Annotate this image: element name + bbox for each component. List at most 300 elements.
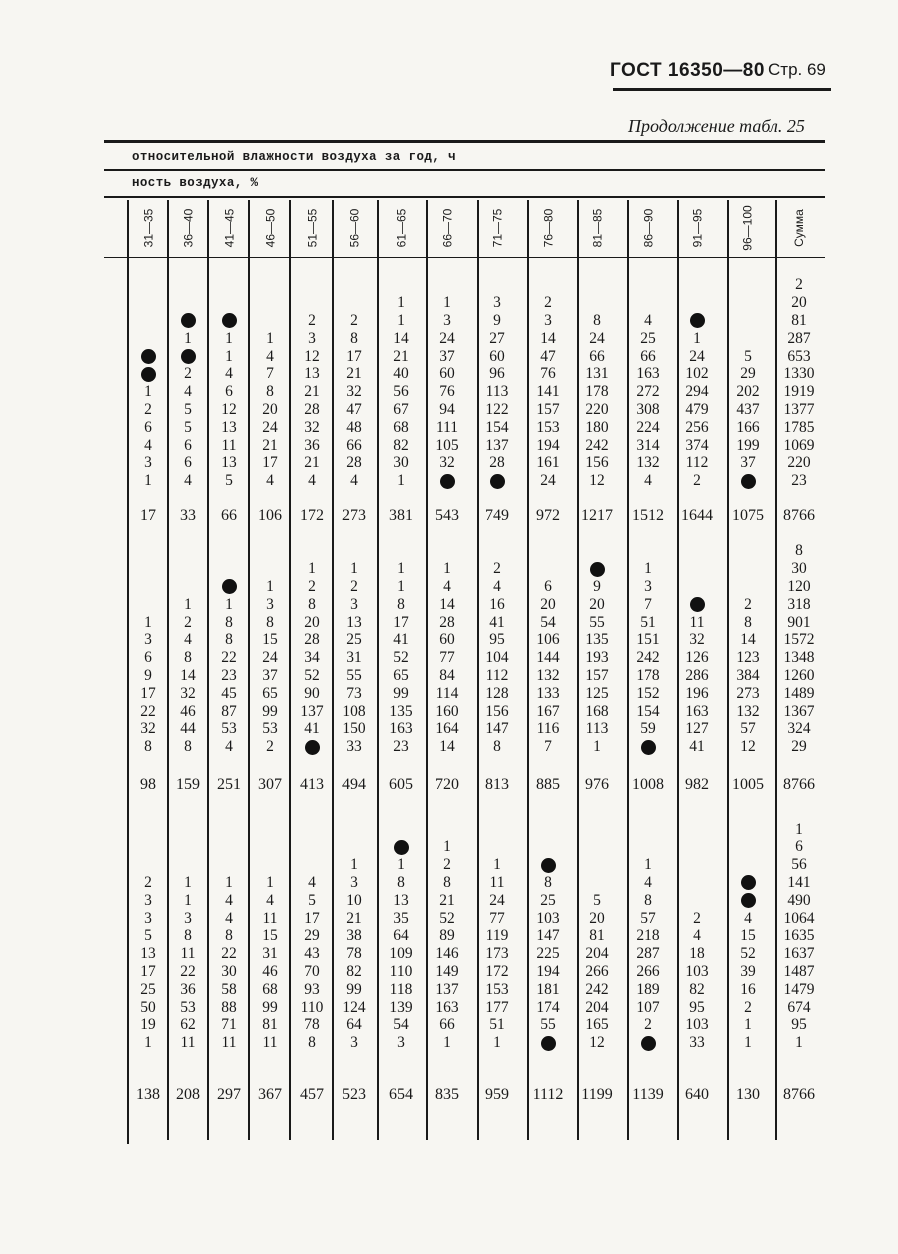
cell-value: 13 xyxy=(346,613,362,631)
cell-value: 22 xyxy=(140,702,156,720)
cell-value: 1 xyxy=(266,874,274,891)
cell-value: 81 xyxy=(262,1016,278,1034)
cell-value: 30 xyxy=(393,454,409,472)
cell-value: 1 xyxy=(443,838,451,856)
cell-value: 137 xyxy=(300,702,324,720)
cell-value: 1 xyxy=(308,560,316,578)
cell-value: 120 xyxy=(787,577,811,595)
cell-value: 3 xyxy=(144,909,152,927)
cell-value: 37 xyxy=(439,347,455,365)
cell-value: 4 xyxy=(693,927,701,945)
less-than-half-hour-marker xyxy=(741,893,756,908)
cell-value: 126 xyxy=(685,649,709,667)
cell-value: 8 xyxy=(644,891,652,909)
cell-value: 1 xyxy=(184,874,192,891)
cell-value: 4 xyxy=(443,577,451,595)
column-header: 96—100 xyxy=(741,205,755,251)
column-header: 46—50 xyxy=(263,208,278,248)
cell-value: 11 xyxy=(180,1034,196,1052)
cell-value: 14 xyxy=(740,631,756,649)
cell-value: 70 xyxy=(304,962,320,980)
document-code: ГОСТ 16350—80 xyxy=(610,60,765,81)
column-total: 1075 xyxy=(732,507,764,524)
cell-value: 24 xyxy=(689,347,705,365)
cell-value: 29 xyxy=(304,927,320,945)
cell-value: 68 xyxy=(393,418,409,436)
cell-value: 1919 xyxy=(783,383,815,401)
column-values xyxy=(523,856,573,1052)
column-values xyxy=(623,856,673,1052)
cell-value: 88 xyxy=(221,998,237,1016)
cell-value: 163 xyxy=(389,720,413,738)
column-values xyxy=(329,560,379,756)
cell-value: 1487 xyxy=(783,962,815,980)
cell-value: 8 xyxy=(795,542,803,560)
cell-value: 132 xyxy=(636,454,660,472)
cell-value: 4 xyxy=(225,891,233,909)
cell-value: 1637 xyxy=(783,945,815,963)
cell-value: 52 xyxy=(439,909,455,927)
cell-value: 54 xyxy=(393,1016,409,1034)
cell-value: 3 xyxy=(144,631,152,649)
cell-value: 8 xyxy=(144,738,152,756)
cell-value: 21 xyxy=(304,383,320,401)
cell-value: 21 xyxy=(304,454,320,472)
cell-value: 55 xyxy=(540,1016,556,1034)
cell-value: 4 xyxy=(308,874,316,891)
cell-value: 95 xyxy=(489,631,505,649)
cell-value: 81 xyxy=(589,927,605,945)
column-total: 1112 xyxy=(532,1086,564,1103)
cell-value: 8 xyxy=(184,927,192,945)
cell-value: 13 xyxy=(221,454,237,472)
column-total: 1008 xyxy=(632,776,664,793)
cell-value: 266 xyxy=(585,962,609,980)
less-than-half-hour-marker xyxy=(394,840,409,855)
cell-value: 1330 xyxy=(783,365,815,383)
cell-value: 20 xyxy=(262,400,278,418)
cell-value: 2 xyxy=(744,595,752,613)
cell-value: 44 xyxy=(180,720,196,738)
cell-value: 202 xyxy=(736,383,760,401)
cell-value: 16 xyxy=(489,595,505,613)
cell-value: 189 xyxy=(636,980,660,998)
cell-value: 901 xyxy=(787,613,811,631)
cell-value: 14 xyxy=(439,595,455,613)
cell-value: 96 xyxy=(489,365,505,383)
cell-value: 5 xyxy=(184,418,192,436)
cell-value: 28 xyxy=(346,454,362,472)
cell-value: 28 xyxy=(304,400,320,418)
cell-value: 22 xyxy=(221,945,237,963)
cell-value: 1 xyxy=(350,560,358,578)
cell-value: 41 xyxy=(393,631,409,649)
cell-value: 37 xyxy=(262,666,278,684)
cell-value: 21 xyxy=(439,891,455,909)
cell-value: 8 xyxy=(493,738,501,756)
cell-value: 1 xyxy=(266,578,274,595)
cell-value: 52 xyxy=(740,945,756,963)
column-values xyxy=(672,312,722,490)
cell-value: 29 xyxy=(740,365,756,383)
cell-value: 1 xyxy=(693,329,701,347)
cell-value: 220 xyxy=(787,454,811,472)
cell-value: 21 xyxy=(346,909,362,927)
cell-value: 103 xyxy=(536,909,560,927)
cell-value: 4 xyxy=(644,873,652,891)
cell-value: 90 xyxy=(304,684,320,702)
cell-value: 17 xyxy=(393,613,409,631)
cell-value: 161 xyxy=(536,454,560,472)
column-total: 159 xyxy=(176,776,200,793)
column-total: 8766 xyxy=(783,507,815,524)
cell-value: 2 xyxy=(544,294,552,312)
cell-value: 2 xyxy=(184,613,192,631)
cell-value: 139 xyxy=(389,998,413,1016)
cell-value: 12 xyxy=(589,1034,605,1052)
cell-value: 13 xyxy=(140,945,156,963)
cell-value: 1572 xyxy=(783,631,815,649)
cell-value: 287 xyxy=(787,329,811,347)
cell-value: 87 xyxy=(221,702,237,720)
table-top-rule xyxy=(104,140,825,143)
cell-value: 1 xyxy=(795,1034,803,1052)
cell-value: 154 xyxy=(485,418,509,436)
cell-value: 1 xyxy=(744,1016,752,1034)
column-total: 976 xyxy=(585,776,609,793)
cell-value: 266 xyxy=(636,962,660,980)
cell-value: 1 xyxy=(184,595,192,613)
cell-value: 7 xyxy=(644,595,652,613)
cell-value: 50 xyxy=(140,998,156,1016)
cell-value: 13 xyxy=(393,891,409,909)
cell-value: 242 xyxy=(636,649,660,667)
cell-value: 4 xyxy=(493,577,501,595)
cell-value: 1 xyxy=(795,820,803,838)
cell-value: 25 xyxy=(540,891,556,909)
cell-value: 103 xyxy=(685,962,709,980)
cell-value: 8 xyxy=(266,383,274,401)
cell-value: 193 xyxy=(585,649,609,667)
cell-value: 24 xyxy=(262,649,278,667)
column-total: 251 xyxy=(217,776,241,793)
cell-value: 6 xyxy=(184,436,192,454)
cell-value: 16 xyxy=(740,980,756,998)
cell-value: 1 xyxy=(593,738,601,756)
cell-value: 6 xyxy=(795,838,803,856)
cell-value: 12 xyxy=(589,472,605,490)
cell-value: 52 xyxy=(304,666,320,684)
cell-value: 2 xyxy=(308,312,316,329)
cell-value: 4 xyxy=(266,347,274,365)
cell-value: 19 xyxy=(140,1016,156,1034)
cell-value: 66 xyxy=(589,347,605,365)
cell-value: 95 xyxy=(791,1016,807,1034)
cell-value: 1260 xyxy=(783,666,815,684)
cell-value: 1 xyxy=(443,1034,451,1052)
cell-value: 38 xyxy=(346,927,362,945)
cell-value: 123 xyxy=(736,649,760,667)
cell-value: 6 xyxy=(225,383,233,401)
cell-value: 8 xyxy=(184,738,192,756)
column-values xyxy=(723,348,773,490)
less-than-half-hour-marker xyxy=(222,313,237,328)
column-total: 17 xyxy=(140,507,156,524)
cell-value: 10 xyxy=(346,891,362,909)
cell-value: 62 xyxy=(180,1016,196,1034)
column-header: 66—70 xyxy=(440,208,455,248)
cell-value: 1 xyxy=(397,472,405,490)
column-total: 273 xyxy=(342,507,366,524)
cell-value: 177 xyxy=(485,998,509,1016)
cell-value: 76 xyxy=(439,383,455,401)
cell-value: 1 xyxy=(144,613,152,631)
cell-value: 2 xyxy=(693,472,701,490)
column-values xyxy=(774,542,824,756)
column-total: 543 xyxy=(435,507,459,524)
cell-value: 8 xyxy=(308,1034,316,1052)
cell-value: 110 xyxy=(389,962,413,980)
cell-value: 113 xyxy=(585,720,609,738)
cell-value: 25 xyxy=(140,980,156,998)
cell-value: 4 xyxy=(184,631,192,649)
cell-value: 84 xyxy=(439,666,455,684)
cell-value: 4 xyxy=(225,738,233,756)
cell-value: 1 xyxy=(225,329,233,347)
cell-value: 1 xyxy=(493,1034,501,1052)
cell-value: 23 xyxy=(791,472,807,490)
cell-value: 104 xyxy=(485,649,509,667)
cell-value: 66 xyxy=(439,1016,455,1034)
cell-value: 163 xyxy=(636,365,660,383)
cell-value: 4 xyxy=(144,436,152,454)
cell-value: 99 xyxy=(393,684,409,702)
cell-value: 31 xyxy=(262,945,278,963)
cell-value: 3 xyxy=(493,294,501,312)
cell-value: 1069 xyxy=(783,436,815,454)
cell-value: 4 xyxy=(184,472,192,490)
column-total: 297 xyxy=(217,1086,241,1103)
column-total: 172 xyxy=(300,507,324,524)
cell-value: 66 xyxy=(346,436,362,454)
cell-value: 178 xyxy=(585,383,609,401)
cell-value: 33 xyxy=(689,1034,705,1052)
column-total: 98 xyxy=(140,776,156,793)
column-total: 33 xyxy=(180,507,196,524)
cell-value: 1 xyxy=(397,856,405,874)
cell-value: 156 xyxy=(485,702,509,720)
cell-value: 272 xyxy=(636,383,660,401)
cell-value: 479 xyxy=(685,400,709,418)
cell-value: 160 xyxy=(435,702,459,720)
cell-value: 4 xyxy=(184,383,192,401)
column-total: 307 xyxy=(258,776,282,793)
less-than-half-hour-marker xyxy=(181,313,196,328)
cell-value: 14 xyxy=(540,329,556,347)
cell-value: 110 xyxy=(300,998,324,1016)
column-values xyxy=(376,560,426,756)
cell-value: 154 xyxy=(636,702,660,720)
cell-value: 3 xyxy=(266,595,274,613)
cell-value: 3 xyxy=(350,595,358,613)
less-than-half-hour-marker xyxy=(141,349,156,364)
cell-value: 5 xyxy=(184,400,192,418)
cell-value: 181 xyxy=(536,980,560,998)
cell-value: 35 xyxy=(393,909,409,927)
cell-value: 32 xyxy=(689,631,705,649)
cell-value: 25 xyxy=(346,631,362,649)
cell-value: 41 xyxy=(489,613,505,631)
less-than-half-hour-marker xyxy=(490,474,505,489)
cell-value: 157 xyxy=(536,400,560,418)
cell-value: 6 xyxy=(144,649,152,667)
cell-value: 114 xyxy=(435,684,459,702)
column-total: 813 xyxy=(485,776,509,793)
cell-value: 57 xyxy=(740,720,756,738)
cell-value: 99 xyxy=(262,998,278,1016)
cell-value: 8 xyxy=(308,595,316,613)
cell-value: 3 xyxy=(443,311,451,329)
cell-value: 2 xyxy=(693,909,701,927)
cell-value: 57 xyxy=(640,909,656,927)
cell-value: 99 xyxy=(346,980,362,998)
less-than-half-hour-marker xyxy=(690,597,705,612)
column-header: 86—90 xyxy=(641,208,656,248)
column-total: 885 xyxy=(536,776,560,793)
column-total: 605 xyxy=(389,776,413,793)
cell-value: 7 xyxy=(544,738,552,756)
cell-value: 11 xyxy=(689,613,705,631)
cell-value: 45 xyxy=(221,684,237,702)
cell-value: 32 xyxy=(439,454,455,472)
cell-value: 58 xyxy=(221,980,237,998)
cell-value: 107 xyxy=(636,998,660,1016)
cell-value: 225 xyxy=(536,945,560,963)
cell-value: 135 xyxy=(389,702,413,720)
cell-value: 153 xyxy=(536,418,560,436)
column-values xyxy=(623,312,673,490)
cell-value: 24 xyxy=(489,891,505,909)
column-header: 31—35 xyxy=(141,208,156,248)
cell-value: 3 xyxy=(144,891,152,909)
cell-value: 1 xyxy=(397,311,405,329)
cell-value: 53 xyxy=(221,720,237,738)
cell-value: 8 xyxy=(397,873,405,891)
cell-value: 33 xyxy=(346,738,362,756)
cell-value: 28 xyxy=(304,631,320,649)
cell-value: 196 xyxy=(685,684,709,702)
cell-value: 119 xyxy=(485,927,509,945)
cell-value: 4 xyxy=(225,909,233,927)
cell-value: 131 xyxy=(585,365,609,383)
cell-value: 1367 xyxy=(783,702,815,720)
cell-value: 103 xyxy=(685,1016,709,1034)
cell-value: 20 xyxy=(589,909,605,927)
column-values xyxy=(723,596,773,756)
cell-value: 5 xyxy=(308,891,316,909)
cell-value: 2 xyxy=(493,560,501,578)
cell-value: 8 xyxy=(266,613,274,631)
cell-value: 89 xyxy=(439,927,455,945)
less-than-half-hour-marker xyxy=(641,740,656,755)
cell-value: 24 xyxy=(589,329,605,347)
column-total: 1217 xyxy=(581,507,613,524)
cell-value: 8 xyxy=(397,595,405,613)
less-than-half-hour-marker xyxy=(141,367,156,382)
cell-value: 194 xyxy=(536,436,560,454)
cell-value: 77 xyxy=(439,649,455,667)
cell-value: 23 xyxy=(393,738,409,756)
cell-value: 163 xyxy=(435,998,459,1016)
column-total: 1005 xyxy=(732,776,764,793)
cell-value: 78 xyxy=(304,1016,320,1034)
table-rule xyxy=(104,169,825,171)
cell-value: 8 xyxy=(225,613,233,631)
column-values xyxy=(672,596,722,756)
cell-value: 118 xyxy=(389,980,413,998)
cell-value: 11 xyxy=(489,873,505,891)
cell-value: 17 xyxy=(346,347,362,365)
cell-value: 32 xyxy=(304,418,320,436)
less-than-half-hour-marker xyxy=(181,349,196,364)
cell-value: 32 xyxy=(140,720,156,738)
cell-value: 109 xyxy=(389,945,413,963)
cell-value: 2 xyxy=(350,577,358,595)
cell-value: 1 xyxy=(644,560,652,578)
column-header: 61—65 xyxy=(394,208,409,248)
cell-value: 125 xyxy=(585,684,609,702)
cell-value: 294 xyxy=(685,383,709,401)
cell-value: 166 xyxy=(736,418,760,436)
cell-value: 9 xyxy=(593,577,601,595)
cell-value: 81 xyxy=(791,311,807,329)
column-values xyxy=(774,276,824,490)
cell-value: 24 xyxy=(439,329,455,347)
column-values xyxy=(774,821,824,1052)
cell-value: 2 xyxy=(443,856,451,874)
column-total: 381 xyxy=(389,507,413,524)
cell-value: 1 xyxy=(266,329,274,347)
cell-value: 2 xyxy=(795,276,803,294)
column-values xyxy=(723,874,773,1052)
cell-value: 1 xyxy=(184,891,192,909)
cell-value: 11 xyxy=(262,909,278,927)
cell-value: 116 xyxy=(536,720,560,738)
cell-value: 224 xyxy=(636,418,660,436)
cell-value: 11 xyxy=(221,436,237,454)
cell-value: 286 xyxy=(685,666,709,684)
cell-value: 127 xyxy=(685,720,709,738)
cell-value: 199 xyxy=(736,436,760,454)
cell-value: 94 xyxy=(439,400,455,418)
cell-value: 28 xyxy=(489,454,505,472)
column-total: 835 xyxy=(435,1086,459,1103)
cell-value: 14 xyxy=(393,329,409,347)
column-header: Сумма xyxy=(792,209,806,247)
cell-value: 13 xyxy=(221,418,237,436)
cell-value: 5 xyxy=(744,347,752,365)
column-total: 1139 xyxy=(632,1086,664,1103)
cell-value: 41 xyxy=(689,738,705,756)
cell-value: 11 xyxy=(221,1034,237,1052)
cell-value: 674 xyxy=(787,998,811,1016)
cell-value: 163 xyxy=(685,702,709,720)
cell-value: 22 xyxy=(180,962,196,980)
cell-value: 93 xyxy=(304,980,320,998)
cell-value: 82 xyxy=(393,436,409,454)
cell-value: 64 xyxy=(393,927,409,945)
cell-value: 51 xyxy=(489,1016,505,1034)
